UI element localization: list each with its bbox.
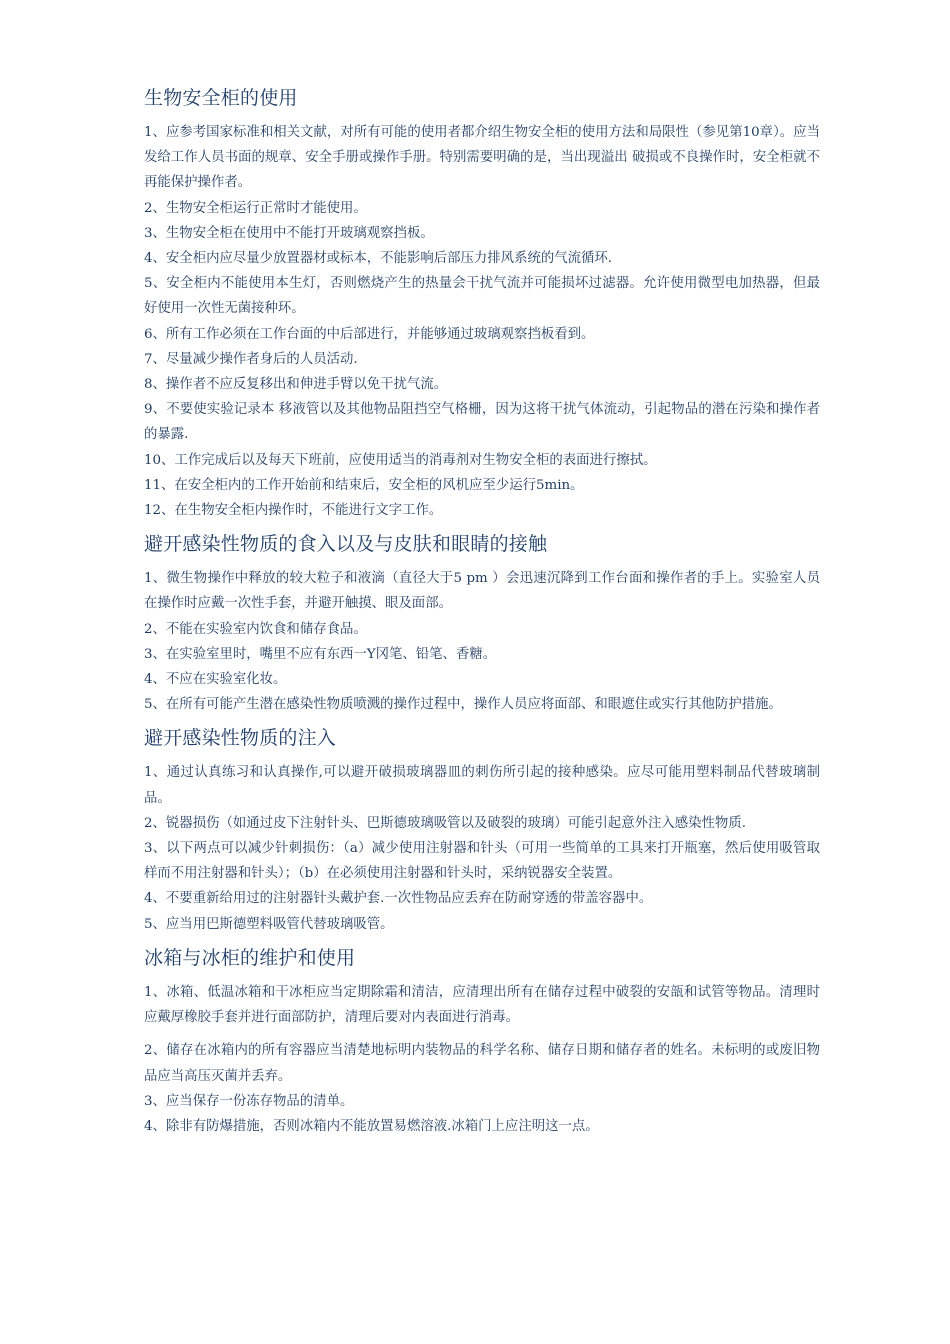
section-title: 避开感染性物质的食入以及与皮肤和眼睛的接触 — [144, 533, 548, 556]
list-item: 3、以下两点可以减少针刺损伤：（a）减少使用注射器和针头（可用一些简单的工具来打开瓶塞，然后使用吸管取样而不用注射器和针头）；（b）在必须使用注射器和针头时，采纳锐器安全装置。 — [144, 841, 820, 882]
list-item: 2、不能在实验室内饮食和储存食品。 — [144, 621, 367, 637]
list-item: 1、通过认真练习和认真操作,可以避开破损玻璃器皿的刺伤所引起的接种感染。应尽可能用塑料制品代替玻璃制品。 — [144, 765, 820, 806]
list-item: 3、应当保存一份冻存物品的清单。 — [144, 1093, 354, 1109]
list-item: 10、工作完成后以及每天下班前，应使用适当的消毒剂对生物安全柜的表面进行擦拭。 — [144, 452, 657, 468]
section-avoid-ingestion-contact — [144, 530, 820, 717]
item-list — [144, 980, 820, 1139]
document-page — [144, 84, 820, 1146]
list-item: 7、尽量减少操作者身后的人员活动. — [144, 351, 358, 367]
list-item: 3、生物安全柜在使用中不能打开玻璃观察挡板。 — [144, 225, 434, 241]
list-item: 12、在生物安全柜内操作时，不能进行文字工作。 — [144, 503, 443, 519]
list-item: 5、安全柜内不能使用本生灯，否则燃烧产生的热量会干扰气流并可能损坏过滤器。允许使用微型电加热器，但最好使用一次性无菌接种环。 — [144, 276, 820, 317]
list-item: 4、安全柜内应尽量少放置器材或标本，不能影响后部压力排风系统的气流循环. — [144, 251, 613, 267]
list-item: 9、不要使实验记录本 移液管以及其他物品阻挡空气格栅，因为这将干扰气体流动，引起物品的潜在污染和操作者的暴露. — [144, 402, 820, 443]
list-item: 4、不要重新给用过的注射器针头戴护套.一次性物品应丢弃在防耐穿透的带盖容器中。 — [144, 891, 653, 907]
list-item: 5、应当用巴斯德塑料吸管代替玻璃吸管。 — [144, 916, 394, 932]
list-item: 11、在安全柜内的工作开始前和结束后，安全柜的风机应至少运行5min。 — [144, 477, 584, 493]
section-title: 避开感染性物质的注入 — [144, 727, 337, 750]
list-item: 2、锐器损伤（如通过皮下注射针头、巴斯德玻璃吸管以及破裂的玻璃）可能引起意外注入感染性物质. — [144, 815, 746, 831]
section-avoid-injection — [144, 724, 820, 936]
list-item: 6、所有工作必须在工作台面的中后部进行，并能够通过玻璃观察挡板看到。 — [144, 326, 595, 342]
section-title: 生物安全柜的使用 — [144, 87, 298, 109]
item-list — [144, 120, 820, 523]
list-item: 1、应参考国家标准和相关文献，对所有可能的使用者都介绍生物安全柜的使用方法和局限性（参见第10章）。应当发给工作人员书面的规章、安全手册或操作手册。特别需要明确的是，当出现溢出 破损或不良操作时，安全柜就不再能保护操作者。 — [144, 125, 820, 191]
section-biosafety-cabinet — [144, 84, 820, 523]
list-item: 5、在所有可能产生潜在感染性物质喷溅的操作过程中，操作人员应将面部、和眼遮住或实行其他防护措施。 — [144, 697, 782, 713]
list-item: 8、操作者不应反复移出和伸进手臂以免干扰气流。 — [144, 377, 448, 393]
section-title: 冰箱与冰柜的维护和使用 — [144, 946, 356, 969]
list-item: 2、生物安全柜运行正常时才能使用。 — [144, 200, 367, 216]
list-item: 4、不应在实验室化妆。 — [144, 672, 287, 688]
section-fridge-freezer — [144, 944, 820, 1139]
list-item: 4、除非有防爆措施，否则冰箱内不能放置易燃溶液.冰箱门上应注明这一点。 — [144, 1118, 599, 1134]
item-list — [144, 566, 820, 717]
list-item: 3、在实验室里时，嘴里不应有东西一Y冈笔、铅笔、香糖。 — [144, 646, 497, 662]
list-item: 1、微生物操作中释放的较大粒子和液滴（直径大于5 pm ）会迅速沉降到工作台面和操作者的手上。实验室人员在操作时应戴一次性手套，并避开触摸、眼及面部。 — [144, 571, 820, 612]
item-list — [144, 760, 820, 936]
list-item: 2、储存在冰箱内的所有容器应当清楚地标明内装物品的科学名称、储存日期和储存者的姓名。未标明的或废旧物品应当高压灭菌并丢弃。 — [144, 1043, 820, 1084]
list-item: 1、冰箱、低温冰箱和干冰柜应当定期除霜和清洁，应清理出所有在储存过程中破裂的安瓿和试管等物品。清理时应戴厚橡胶手套并进行面部防护，清理后要对内表面进行消毒。 — [144, 984, 820, 1026]
